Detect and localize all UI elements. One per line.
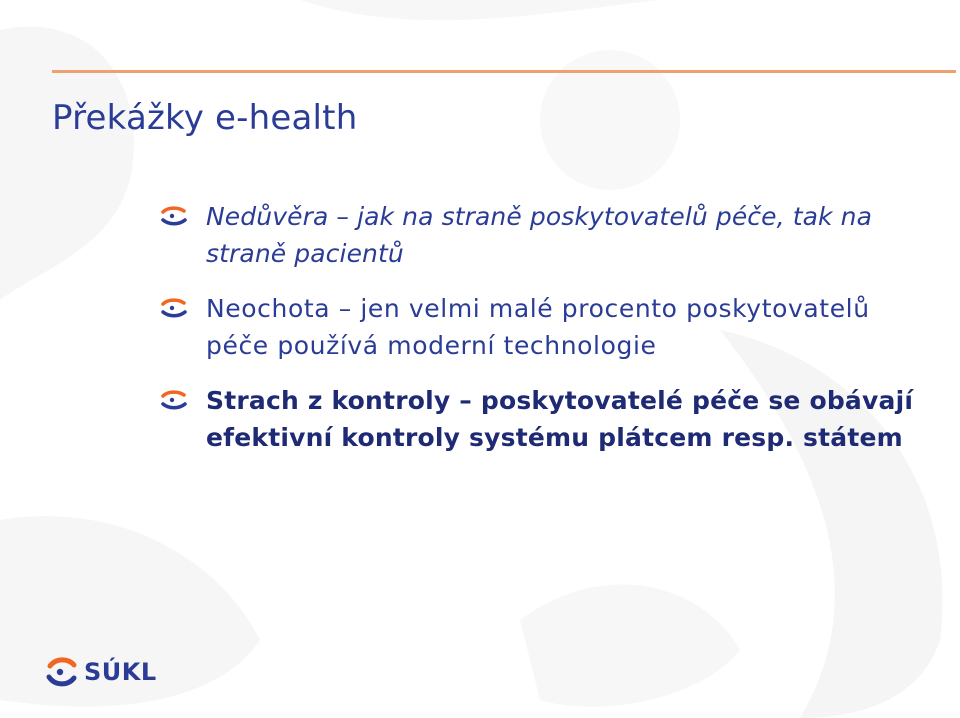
bullet-text: Nedůvěra – jak na straně poskytovatelů péče, tak na straně pacientů [206, 202, 873, 268]
sukl-swoosh-icon [160, 390, 188, 410]
sukl-swoosh-icon [160, 206, 188, 226]
sukl-logo [44, 652, 157, 692]
sukl-swoosh-icon [160, 298, 188, 318]
top-divider [52, 70, 956, 73]
bullet-text: Neochota – jen velmi malé procento poskytovatelů péče používá moderní technologie [206, 294, 870, 360]
bullet-item [160, 290, 940, 364]
slide-title: Překážky e-health [52, 98, 358, 138]
sukl-logo-icon [44, 655, 78, 689]
logo-text: SÚKL [84, 658, 157, 686]
bullet-text: Strach z kontroly – poskytovatelé péče se obávají efektivní kontroly systému plátcem resp. státem [206, 386, 914, 452]
bullet-list [160, 198, 940, 474]
bullet-item [160, 382, 940, 456]
bullet-item [160, 198, 940, 272]
